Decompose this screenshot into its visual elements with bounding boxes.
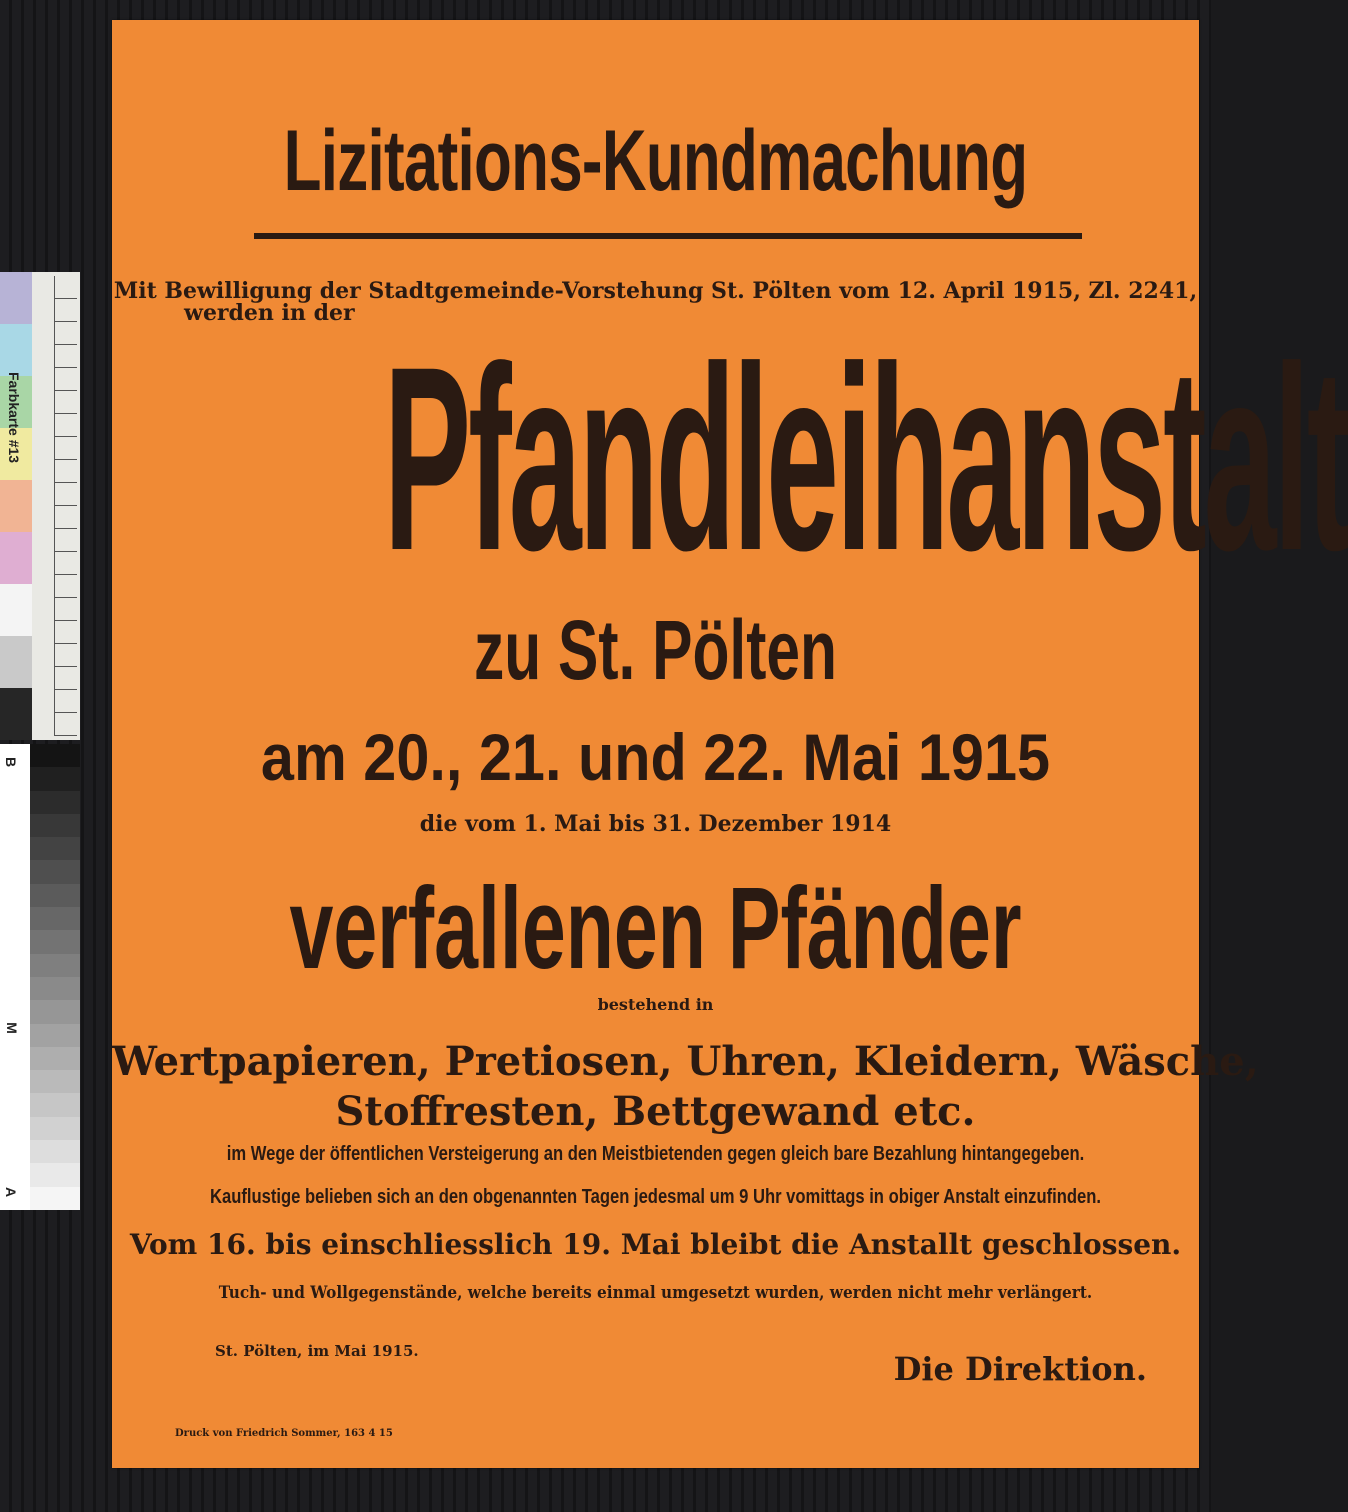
gray-step: [30, 791, 80, 814]
gray-step: [30, 1024, 80, 1047]
gray-step: [30, 767, 80, 790]
notice-closed: Vom 16. bis einschliesslich 19. Mai bleibt die Anstallt geschlossen.: [129, 1228, 1182, 1261]
card-ruler: [54, 276, 77, 736]
intro-line-2: werden in der: [184, 300, 355, 326]
gray-card-label-a: A: [3, 1186, 20, 1198]
dateline: St. Pölten, im Mai 1915.: [215, 1342, 419, 1360]
notice-attendance: Kauflustige belieben sich an den obgenannten Tagen jedesmal um 9 Uhr vomittags in obiger Anstalt einzufinden.: [209, 1186, 1101, 1208]
gray-step: [30, 1000, 80, 1023]
color-swatch: [0, 688, 32, 740]
items-line-2: Stoffresten, Bettgewand etc.: [335, 1088, 976, 1135]
gray-step: [30, 954, 80, 977]
gray-card-ruler: [0, 744, 30, 1210]
color-reference-card: [0, 272, 80, 740]
color-card-title: Farbkarte #13: [6, 372, 22, 464]
gray-step: [30, 1047, 80, 1070]
gray-step: [30, 1187, 80, 1210]
gray-step: [30, 884, 80, 907]
notice-auction: im Wege der öffentlichen Versteigerung an den Meistbietenden gegen gleich bare Bezahlung hintangegeben.: [226, 1143, 1085, 1165]
poster-title: Lizitations-Kundmachung: [283, 113, 1028, 209]
gray-step: [30, 977, 80, 1000]
signature: Die Direktion.: [893, 1350, 1147, 1388]
color-swatch: [0, 324, 32, 376]
lapsed-pledges-heading: verfallenen Pfänder: [289, 863, 1022, 993]
gray-step: [30, 860, 80, 883]
gray-card-label-m: M: [3, 1022, 20, 1034]
gray-step: [30, 1140, 80, 1163]
gray-step: [30, 907, 80, 930]
poster: [112, 20, 1348, 1468]
gray-step: [30, 814, 80, 837]
intro-line-1: Mit Bewilligung der Stadtgemeinde-Vorstehung St. Pölten vom 12. April 1915, Zl. 2241,: [113, 278, 1198, 304]
gray-step: [30, 1093, 80, 1116]
consisting-of: bestehend in: [597, 995, 714, 1014]
notice-wool: Tuch- und Wollgegenstände, welche bereits einmal umgesetzt wurden, werden nicht mehr verlängert.: [218, 1283, 1093, 1303]
gray-steps: [30, 744, 80, 1210]
auction-dates: am 20., 21. und 22. Mai 1915: [260, 720, 1051, 794]
gray-step: [30, 1117, 80, 1140]
gray-step: [30, 1163, 80, 1186]
items-line-1: Wertpapieren, Pretiosen, Uhren, Kleidern, Wäsche,: [112, 1038, 1259, 1085]
printer-imprint: Druck von Friedrich Sommer, 163 4 15: [175, 1428, 393, 1439]
gray-step: [30, 837, 80, 860]
gray-card-label-b: B: [3, 756, 20, 768]
gray-step: [30, 1070, 80, 1093]
place-line: zu St. Pölten: [474, 603, 837, 697]
gray-step: [30, 744, 80, 767]
color-swatch: [0, 272, 32, 324]
pledge-period: die vom 1. Mai bis 31. Dezember 1914: [419, 811, 892, 837]
institution-name: Pfandleihanstalt: [383, 312, 1348, 605]
gray-scale-card: [0, 744, 80, 1210]
color-swatch: [0, 636, 32, 688]
gray-step: [30, 930, 80, 953]
title-underline: [254, 233, 1082, 239]
